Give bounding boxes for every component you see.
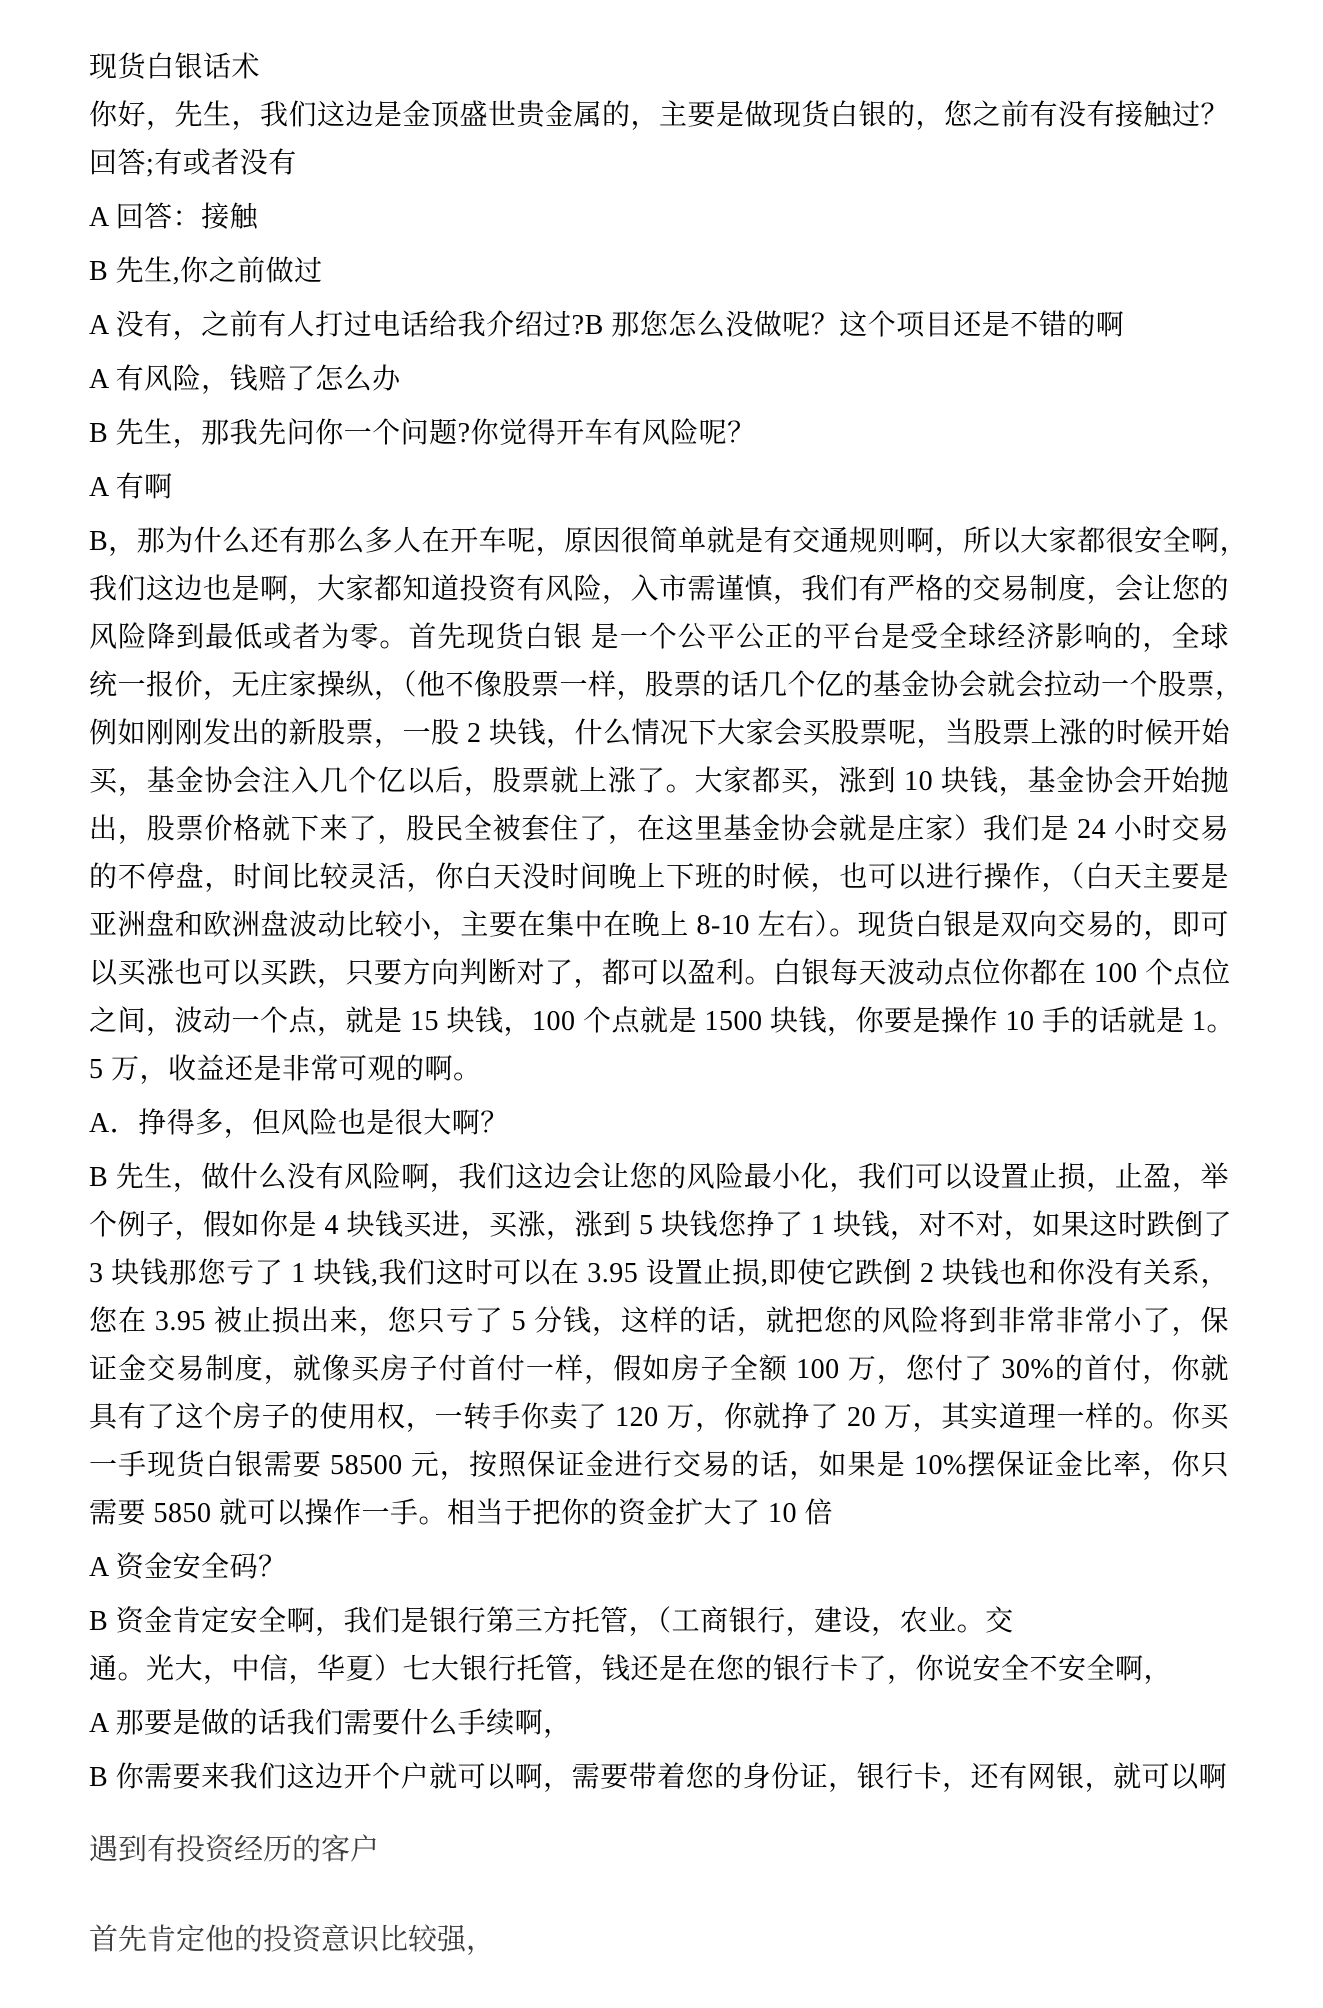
text-line: 统一报价，无庄家操纵，（他不像股票一样，股票的话几个亿的基金协会就会拉动一个股票， (89, 670, 1244, 701)
text-line: A 没有，之前有人打过电话给我介绍过?B 那您怎么没做呢？这个项目还是不错的啊 (89, 310, 1125, 341)
document-title: 现货白银话术 (89, 52, 261, 83)
text-line: 我们这边也是啊，大家都知道投资有风险，入市需谨慎，我们有严格的交易制度，会让您的 (89, 574, 1230, 605)
text-line: B 先生，那我先问你一个问题?你觉得开车有风险呢？ (89, 418, 756, 449)
text-line: 一手现货白银需要 58500 元，按照保证金进行交易的话，如果是 10%摆保证金比率，你只 (89, 1450, 1229, 1481)
text-line: B 先生，做什么没有风险啊，我们这边会让您的风险最小化，我们可以设置止损，止盈，举 (89, 1162, 1229, 1193)
text-line: 证金交易制度，就像买房子付首付一样，假如房子全额 100 万，您付了 30%的首付，你就 (89, 1354, 1229, 1385)
text-line: 您在 3.95 被止损出来，您只亏了 5 分钱，这样的话，就把您的风险将到非常非常小了，保 (89, 1306, 1229, 1337)
text-line: 回答;有或者没有 (89, 148, 297, 179)
text-line: 例如刚刚发出的新股票，一股 2 块钱，什么情况下大家会买股票呢，当股票上涨的时候开始 (89, 718, 1231, 749)
text-line: A 回答：接触 (89, 202, 259, 233)
text-line: 需要 5850 就可以操作一手。相当于把你的资金扩大了 10 倍 (89, 1498, 834, 1529)
text-line: 出，股票价格就下来了，股民全被套住了，在这里基金协会就是庄家）我们是 24 小时交易 (89, 814, 1229, 845)
text-line: 亚洲盘和欧洲盘波动比较小，主要在集中在晚上 8-10 左右）。现货白银是双向交易的，即可 (89, 910, 1229, 941)
text-line: 以买涨也可以买跌，只要方向判断对了，都可以盈利。白银每天波动点位你都在 100 个点位 (89, 958, 1231, 989)
text-line: 5 万，收益还是非常可观的啊。 (89, 1054, 482, 1085)
text-line: 通。光大，中信，华夏）七大银行托管，钱还是在您的银行卡了，你说安全不安全啊， (89, 1654, 1173, 1685)
text-line: B 先生,你之前做过 (89, 256, 323, 287)
text-line: A 资金安全码？ (89, 1552, 287, 1583)
text-line: 风险降到最低或者为零。首先现货白银 是一个公平公正的平台是受全球经济影响的，全球 (89, 622, 1229, 653)
text-line: 买，基金协会注入几个亿以后，股票就上涨了。大家都买，涨到 10 块钱，基金协会开始抛 (89, 766, 1229, 797)
text-line: B 你需要来我们这边开个户就可以啊，需要带着您的身份证，银行卡，还有网银，就可以啊 (89, 1762, 1228, 1793)
text-line: A 有风险，钱赔了怎么办 (89, 364, 401, 395)
text-line: 个例子，假如你是 4 块钱买进，买涨，涨到 5 块钱您挣了 1 块钱，对不对，如果这时跌倒了 (89, 1210, 1233, 1241)
text-line: A 那要是做的话我们需要什么手续啊， (89, 1708, 572, 1739)
text-line: A 有啊 (89, 472, 173, 503)
note-line: 首先肯定他的投资意识比较强， (89, 1924, 496, 1956)
text-line: B，那为什么还有那么多人在开车呢，原因很简单就是有交通规则啊，所以大家都很安全啊， (89, 526, 1249, 557)
note-line: 遇到有投资经历的客户 (89, 1834, 380, 1866)
text-line: 3 块钱那您亏了 1 块钱,我们这时可以在 3.95 设置止损,即使它跌倒 2 块钱也和你没有关系， (89, 1258, 1229, 1289)
text-line: 你好，先生，我们这边是金顶盛世贵金属的，主要是做现货白银的，您之前有没有接触过？ (89, 100, 1230, 131)
text-line: A．挣得多，但风险也是很大啊？ (89, 1108, 509, 1139)
text-line: 的不停盘，时间比较灵活，你白天没时间晚上下班的时候，也可以进行操作，（白天主要是 (89, 862, 1229, 893)
text-line: 之间，波动一个点，就是 15 块钱，100 个点就是 1500 块钱，你要是操作 10 手的话就是 1。 (89, 1006, 1236, 1037)
text-line: B 资金肯定安全啊，我们是银行第三方托管，（工商银行，建设，农业。交 (89, 1606, 1014, 1637)
text-line: 具有了这个房子的使用权，一转手你卖了 120 万，你就挣了 20 万，其实道理一样的。你买 (89, 1402, 1229, 1433)
